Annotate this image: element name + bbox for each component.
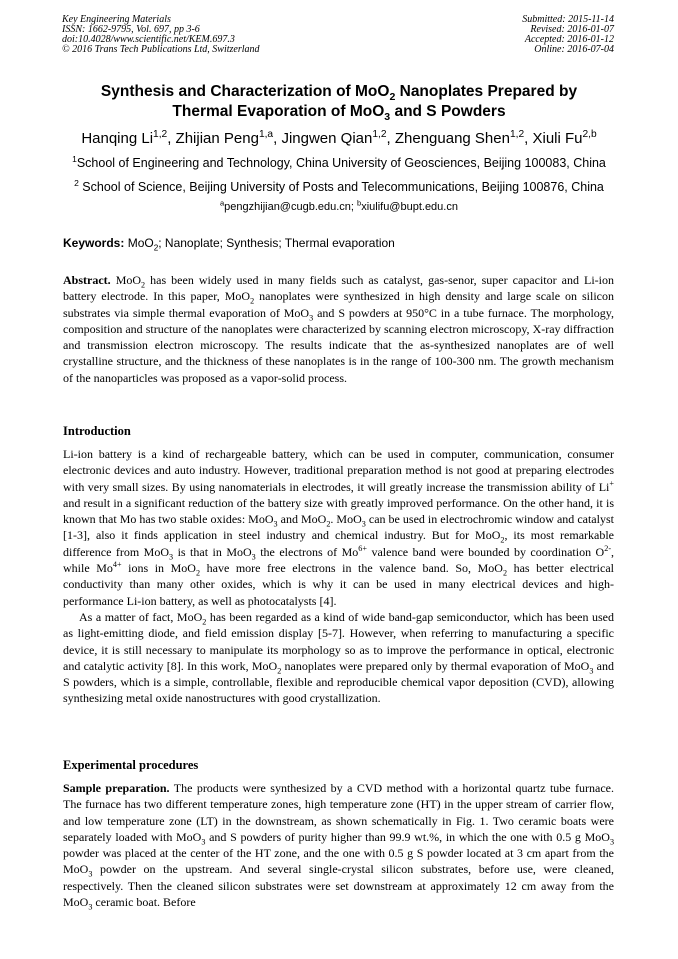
online-date: Online: 2016-07-04 (534, 44, 614, 55)
affiliation-2: $^2$ School of Science, Beijing University of Posts and Telecommunications, Beijing 100876, China (74, 177, 604, 194)
submission-dates (522, 15, 614, 55)
email-a[interactable]: pengzhijian@cugb.edu.cn; (224, 201, 358, 213)
title-line-1: Synthesis and Characterization of MoO$_2$ Nanoplates Prepared by (100, 83, 578, 104)
author: Jingwen Qian$^{1,2}$, (281, 129, 395, 147)
title-line-2: Thermal Evaporation of MoO$_3$ and S Powders (172, 103, 506, 124)
intro-paragraph-1: Li-ion battery is a kind of rechargeable battery, which can be used in computer, communication, consumer electronic devices and auto industry. However, traditional preparation method is not good at preparing electrodes with very small sizes. By using nanomaterials in electrodes, it will greatly increase the transmission ability of Li+ and result in a significant reduction of the battery size with greatly improved performance. On the other hand, it is known that Mo has two stable oxides: MoO$_3$ and MoO$_2$. MoO$_3$ can be used in electrochromic window and catalyst [1-3], also it finds application in steel industry and chemical industry. But for MoO$_2$, its most remarkable difference from MoO$_3$ is that in MoO$_3$ the electrons of $Mo^{6+}$ valence band were bounded by coordination $O^{2-}$, while $Mo^{4+}$ ions in MoO$_2$ have more free electrons in the valence band. So, MoO$_2$ has better electrical conductivity than many other oxides, which is why it can be used in many electrical devices and high-performance Li-ion battery, as well as photocatalysts [4]. (63, 447, 615, 608)
email-b[interactable]: xiulifu@bupt.edu.cn (361, 201, 458, 213)
accepted-date: Accepted: 2016-01-12 (524, 34, 614, 45)
author-list (20, 130, 658, 148)
keywords: Keywords: MoO$_2$; Nanoplate; Synthesis; Thermal evaporation (63, 236, 395, 253)
sample-preparation-label: Sample preparation. (63, 781, 170, 795)
author-emails: $^a$pengzhijian@cugb.edu.cn; $^b$xiulifu@bupt.edu.cn (220, 198, 458, 213)
experimental-paragraph: Sample preparation. The products were synthesized by a CVD method with a horizontal quartz tube furnace. The furnace has two different temperature zones, high temperature zone (HT) in the upper stream of carrier flow, and low temperature zone (LT) in the downstream, as shown schematically in Fig. 1. Two ceramic boats were separately loaded with MoO$_3$ and S powders of purity higher than 99.9 wt.%, in which the one with 0.5 g MoO$_3$ powder was placed at the center of the HT zone, and the one with 0.5 g S powder located at 3 cm apart from the MoO$_3$ powder on the upstream. And several single-crystal silicon substrates, before use, were cleaned, respectively. Then the cleaned silicon substrates were set downstream at approximately 12 cm away from the MoO$_3$ ceramic boat. Before (63, 781, 615, 912)
abstract: Abstract. MoO$_2$ has been widely used in many fields such as catalyst, gas-senor, super capacitor and Li-ion battery electrode. In this paper, MoO$_2$ nanoplates were synthesized in high density and large scale on silicon substrates via simple thermal evaporation of MoO$_3$ and S powders at 950°C in a tube furnace. The morphology, composition and structure of the nanoplates were characterized by scanning electron microscopy, X-ray diffraction and transmission electron microscopy. The results indicate that the as-synthesized nanoplates are of well crystalline structure, and the thickness of these nanoplates is in the range of 100-300 nm. The growth mechanism of the nanoparticles was proposed as a vapor-solid process. (63, 273, 615, 385)
doi-line: doi:10.4028/www.scientific.net/KEM.697.3 (62, 34, 235, 45)
copyright-line: © 2016 Trans Tech Publications Ltd, Switzerland (62, 44, 260, 55)
introduction-body (63, 446, 614, 707)
affiliation-1: $^1$School of Engineering and Technology, China University of Geosciences, Beijing 100083, China (72, 153, 606, 170)
intro-paragraph-2: As a matter of fact, MoO$_2$ has been regarded as a kind of wide band-gap semiconductor, which has been used as light-emitting diode, and field emission display [5-7]. However, when referring to manufacturing a specific device, it is still necessary to manipulate its morphology so as to improve the performance in optical, electronic and catalytic activity [8]. In this work, MoO$_2$ nanoplates were prepared only by thermal evaporation of MoO$_3$ and S powders, which is a simple, controllable, flexible and reproducible chemical vapor deposition (CVD), allowing synthesizing metal oxide nanostructures with good crystallization. (63, 609, 615, 706)
experimental-body (63, 780, 614, 910)
section-heading-introduction: Introduction (63, 424, 131, 438)
paper-title (40, 82, 638, 122)
author: Hanqing Li$^{1,2}$, (81, 129, 176, 147)
keywords-label: Keywords: (63, 236, 125, 250)
journal-info (62, 15, 260, 55)
author: Zhenguang Shen$^{1,2}$, (394, 129, 533, 147)
author: Zhijian Peng$^{1,a}$, (175, 129, 282, 147)
submitted-date: Submitted: 2015-11-14 (522, 14, 614, 25)
issn-line: ISSN: 1662-9795, Vol. 697, pp 3-6 (62, 24, 200, 35)
abstract-label: Abstract. (63, 273, 111, 287)
section-heading-experimental: Experimental procedures (63, 758, 199, 772)
author: Xiuli Fu$^{2,b}$ (532, 129, 597, 147)
journal-name: Key Engineering Materials (62, 14, 171, 25)
revised-date: Revised: 2016-01-07 (530, 24, 614, 35)
